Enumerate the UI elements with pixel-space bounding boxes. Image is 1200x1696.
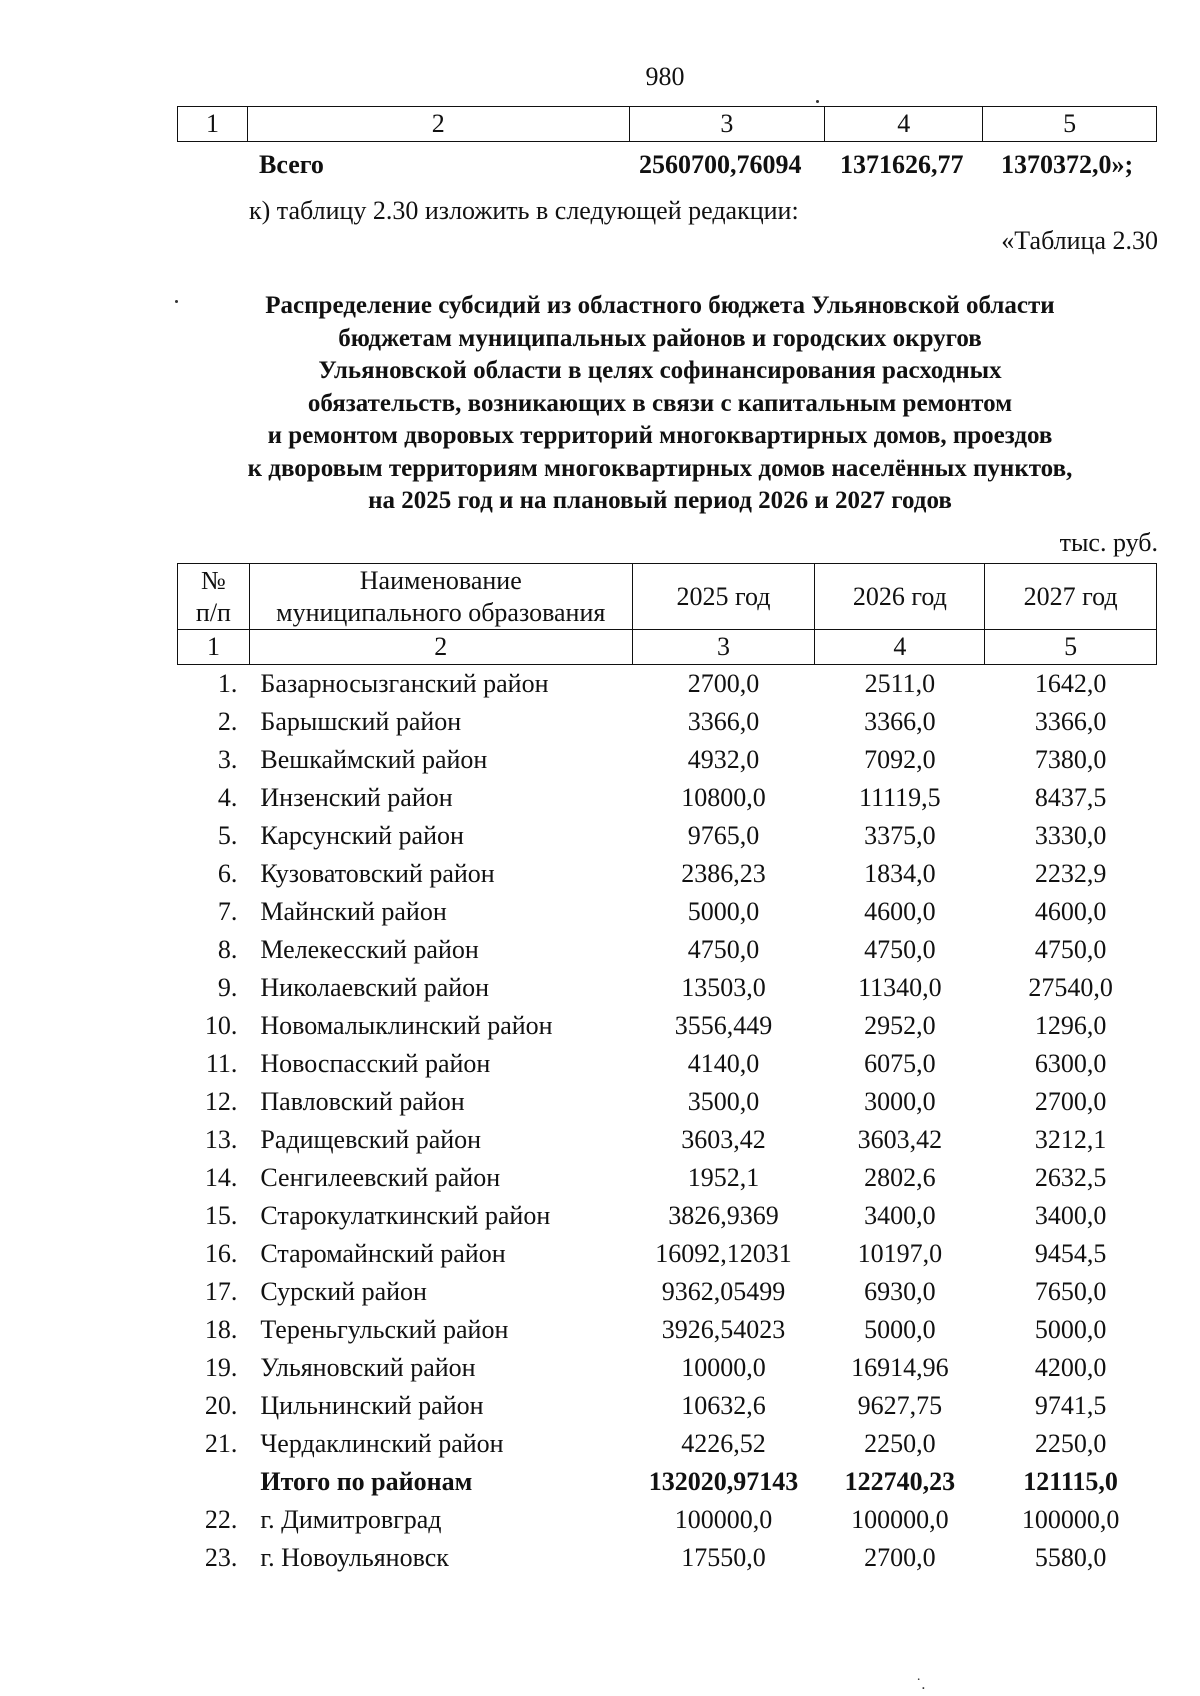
municipality-name: Барышский район xyxy=(260,707,462,736)
row-number: 14. xyxy=(204,1163,238,1192)
municipality-name: Тереньгульский район xyxy=(260,1315,509,1344)
municipality-name: Павловский район xyxy=(260,1087,465,1116)
value-2025: 2386,23 xyxy=(681,859,766,888)
value-2026: 11119,5 xyxy=(859,783,941,812)
value-2026: 11340,0 xyxy=(858,973,942,1002)
value-2027: 3330,0 xyxy=(1034,821,1107,850)
value-2027: 27540,0 xyxy=(1028,973,1113,1002)
value-2026: 3000,0 xyxy=(864,1087,936,1116)
header-name xyxy=(249,564,632,630)
municipality-name: Базарносызганский район xyxy=(260,669,549,698)
municipality-name: Карсунский район xyxy=(260,821,464,850)
row-number: 3. xyxy=(217,745,238,774)
value-2027: 2232,9 xyxy=(1034,859,1107,888)
row-number: 21. xyxy=(204,1429,238,1458)
value-2027: 1296,0 xyxy=(1034,1011,1107,1040)
prev-col-number: 4 xyxy=(825,107,983,142)
column-number: 2 xyxy=(249,630,632,665)
table-caption: «Таблица 2.30 xyxy=(1001,226,1158,255)
value-2026: 2952,0 xyxy=(864,1011,936,1040)
value-2026: 16914,96 xyxy=(851,1353,949,1382)
value-2027: 3212,1 xyxy=(1034,1125,1107,1154)
table-row xyxy=(178,741,1157,779)
table-header-row xyxy=(178,564,1157,630)
value-2026: 100000,0 xyxy=(851,1505,949,1534)
municipality-name: Кузоватовский район xyxy=(260,859,495,888)
title-line: Распределение субсидий из областного бюджета Ульяновской области xyxy=(265,292,1055,319)
value-2025: 2700,0 xyxy=(687,669,760,698)
value-2025: 3556,449 xyxy=(674,1011,773,1040)
value-2025: 3926,54023 xyxy=(661,1315,786,1344)
value-2026: 122740,23 xyxy=(844,1467,956,1496)
header-2025: 2025 год xyxy=(632,564,815,630)
value-2026: 2511,0 xyxy=(864,669,936,698)
row-number: 9. xyxy=(217,973,238,1002)
subsidy-table xyxy=(177,563,1157,1577)
table-row xyxy=(178,817,1157,855)
value-2027: 2700,0 xyxy=(1034,1087,1107,1116)
value-2025: 3826,9369 xyxy=(668,1201,779,1230)
table-row xyxy=(178,1045,1157,1083)
value-2026: 2802,6 xyxy=(864,1163,936,1192)
municipality-name: Новомалыклинский район xyxy=(260,1011,553,1040)
total-value-2025: 2560700,76094 xyxy=(639,150,802,179)
row-number: 4. xyxy=(217,783,238,812)
header-number-line2: п/п xyxy=(195,597,231,627)
value-2027: 4600,0 xyxy=(1034,897,1107,926)
table-row xyxy=(178,1007,1157,1045)
column-number: 3 xyxy=(632,630,815,665)
municipality-name: Радищевский район xyxy=(260,1125,482,1154)
municipality-name: Сенгилеевский район xyxy=(260,1163,501,1192)
title-line: бюджетам муниципальных районов и городских округов xyxy=(338,324,982,352)
title-line: обязательств, возникающих в связи с капитальным ремонтом xyxy=(307,389,1013,417)
municipality-name: Старокулаткинский район xyxy=(260,1201,551,1230)
value-2026: 4600,0 xyxy=(864,897,936,926)
header-name-line1: Наименование xyxy=(359,565,522,595)
table-row xyxy=(178,855,1157,893)
value-2027: 5580,0 xyxy=(1034,1543,1107,1572)
row-number: 19. xyxy=(204,1353,238,1382)
value-2026: 1834,0 xyxy=(864,859,936,888)
table-row xyxy=(178,1311,1157,1349)
table-row xyxy=(178,1349,1157,1387)
title-line: к дворовым территориям многоквартирных домов населённых пунктов, xyxy=(247,454,1073,482)
value-2026: 10197,0 xyxy=(857,1239,943,1268)
row-number: 7. xyxy=(217,897,238,926)
value-2025: 10632,6 xyxy=(681,1391,766,1420)
value-2025: 4750,0 xyxy=(687,935,760,964)
municipality-name: Новоспасский район xyxy=(260,1049,491,1078)
prev-col-number: 5 xyxy=(983,107,1157,142)
value-2027: 9454,5 xyxy=(1034,1239,1107,1268)
previous-table-total-row xyxy=(177,150,1167,186)
previous-table-column-numbers xyxy=(178,107,1157,142)
table-row xyxy=(178,1501,1157,1539)
table-row xyxy=(178,1159,1157,1197)
total-value-2027: 1370372,0»; xyxy=(1001,150,1134,179)
title-line: и ремонтом дворовых территорий многоквартирных домов, проездов xyxy=(267,422,1053,449)
value-2025: 13503,0 xyxy=(681,973,766,1002)
value-2027: 7380,0 xyxy=(1034,745,1107,774)
table-row xyxy=(178,1539,1157,1577)
row-number: 10. xyxy=(204,1011,238,1040)
table-row xyxy=(178,931,1157,969)
value-2027: 100000,0 xyxy=(1021,1505,1120,1534)
municipality-name: Чердаклинский район xyxy=(260,1429,504,1458)
table-row xyxy=(178,1083,1157,1121)
total-value-2026: 1371626,77 xyxy=(840,150,964,179)
table-body xyxy=(178,665,1157,1578)
value-2025: 4226,52 xyxy=(681,1429,766,1458)
total-label: Всего xyxy=(259,150,324,179)
row-number: 20. xyxy=(204,1391,238,1420)
value-2026: 9627,75 xyxy=(857,1391,943,1420)
table-row xyxy=(178,1235,1157,1273)
table-row xyxy=(178,969,1157,1007)
value-2026: 7092,0 xyxy=(864,745,936,774)
row-number: 1. xyxy=(217,669,238,698)
title-line: на 2025 год и на плановый период 2026 и 2027 годов xyxy=(368,487,952,514)
value-2026: 2700,0 xyxy=(864,1543,936,1572)
row-number: 11. xyxy=(205,1049,238,1078)
row-number: 23. xyxy=(204,1543,238,1572)
value-2025: 17550,0 xyxy=(681,1543,766,1572)
table-row xyxy=(178,893,1157,931)
value-2027: 7650,0 xyxy=(1034,1277,1107,1306)
value-2025: 3603,42 xyxy=(681,1125,766,1154)
value-2026: 2250,0 xyxy=(864,1429,936,1458)
value-2025: 3500,0 xyxy=(687,1087,760,1116)
row-number: 15. xyxy=(204,1201,238,1230)
municipality-name: Цильнинский район xyxy=(260,1391,484,1420)
value-2025: 5000,0 xyxy=(687,897,760,926)
header-number-line1: № xyxy=(201,565,226,595)
municipality-name: Мелекесский район xyxy=(260,935,479,964)
value-2026: 5000,0 xyxy=(864,1315,936,1344)
value-2027: 4200,0 xyxy=(1034,1353,1107,1382)
row-number: 13. xyxy=(204,1125,238,1154)
row-number: 8. xyxy=(217,935,238,964)
table-row xyxy=(178,665,1157,704)
value-2025: 100000,0 xyxy=(674,1505,773,1534)
municipality-name: Итого по районам xyxy=(260,1467,473,1496)
header-number xyxy=(178,564,250,630)
value-2026: 6075,0 xyxy=(864,1049,936,1078)
municipality-name: г. Димитровград xyxy=(260,1505,442,1534)
subtotal-row xyxy=(178,1463,1157,1501)
value-2025: 3366,0 xyxy=(687,707,760,736)
value-2027: 3366,0 xyxy=(1034,707,1107,736)
municipality-name: Сурский район xyxy=(260,1277,427,1306)
previous-table-header xyxy=(177,106,1157,142)
title-line: Ульяновской области в целях софинансирования расходных xyxy=(318,357,1002,384)
value-2025: 10000,0 xyxy=(681,1353,766,1382)
table-row xyxy=(178,1387,1157,1425)
value-2026: 3603,42 xyxy=(857,1125,943,1154)
municipality-name: г. Новоульяновск xyxy=(260,1543,449,1572)
table-row xyxy=(178,1273,1157,1311)
value-2027: 2632,5 xyxy=(1034,1163,1107,1192)
table-title xyxy=(160,290,1160,518)
row-number: 16. xyxy=(204,1239,238,1268)
scan-mark: ˙. xyxy=(916,1676,926,1693)
row-number: 6. xyxy=(217,859,238,888)
column-number: 1 xyxy=(178,630,250,665)
municipality-name: Ульяновский район xyxy=(260,1353,476,1382)
header-2027: 2027 год xyxy=(985,564,1157,630)
value-2025: 1952,1 xyxy=(687,1163,760,1192)
header-name-line2: муниципального образования xyxy=(276,597,606,627)
value-2026: 3400,0 xyxy=(864,1201,936,1230)
column-number: 4 xyxy=(815,630,985,665)
page-number: 980 xyxy=(645,62,685,91)
value-2025: 9765,0 xyxy=(687,821,760,850)
row-number: 2. xyxy=(217,707,238,736)
value-2025: 4932,0 xyxy=(687,745,760,774)
row-number: 22. xyxy=(204,1505,238,1534)
value-2025: 10800,0 xyxy=(681,783,766,812)
value-2027: 9741,5 xyxy=(1034,1391,1107,1420)
row-number: 17. xyxy=(204,1277,238,1306)
unit-label: тыс. руб. xyxy=(1059,528,1158,557)
value-2027: 5000,0 xyxy=(1034,1315,1107,1344)
row-number: 12. xyxy=(204,1087,238,1116)
value-2026: 3375,0 xyxy=(864,821,936,850)
table-row xyxy=(178,1121,1157,1159)
value-2027: 4750,0 xyxy=(1034,935,1107,964)
municipality-name: Майнский район xyxy=(260,897,447,926)
row-number xyxy=(178,1463,250,1501)
value-2025: 16092,12031 xyxy=(655,1239,792,1268)
prev-col-number: 3 xyxy=(629,107,825,142)
value-2027: 3400,0 xyxy=(1034,1201,1107,1230)
amendment-text: к) таблицу 2.30 изложить в следующей редакции: xyxy=(249,196,799,225)
row-number: 5. xyxy=(217,821,238,850)
value-2027: 121115,0 xyxy=(1023,1467,1118,1496)
scan-speck xyxy=(816,100,819,103)
municipality-name: Николаевский район xyxy=(260,973,490,1002)
value-2027: 1642,0 xyxy=(1034,669,1107,698)
value-2026: 3366,0 xyxy=(864,707,936,736)
column-number-row xyxy=(178,630,1157,665)
value-2025: 4140,0 xyxy=(687,1049,760,1078)
value-2025: 132020,97143 xyxy=(648,1467,799,1496)
header-2026: 2026 год xyxy=(815,564,985,630)
municipality-name: Старомайнский район xyxy=(260,1239,506,1268)
municipality-name: Вешкаймский район xyxy=(260,745,488,774)
row-number: 18. xyxy=(204,1315,238,1344)
value-2026: 4750,0 xyxy=(864,935,936,964)
value-2027: 2250,0 xyxy=(1034,1429,1107,1458)
value-2026: 6930,0 xyxy=(864,1277,936,1306)
table-row xyxy=(178,1197,1157,1235)
prev-col-number: 2 xyxy=(247,107,629,142)
value-2025: 9362,05499 xyxy=(661,1277,786,1306)
municipality-name: Инзенский район xyxy=(260,783,453,812)
table-row xyxy=(178,779,1157,817)
value-2027: 8437,5 xyxy=(1034,783,1107,812)
prev-col-number: 1 xyxy=(178,107,248,142)
table-row xyxy=(178,1425,1157,1463)
table-row xyxy=(178,703,1157,741)
value-2027: 6300,0 xyxy=(1034,1049,1107,1078)
column-number: 5 xyxy=(985,630,1157,665)
